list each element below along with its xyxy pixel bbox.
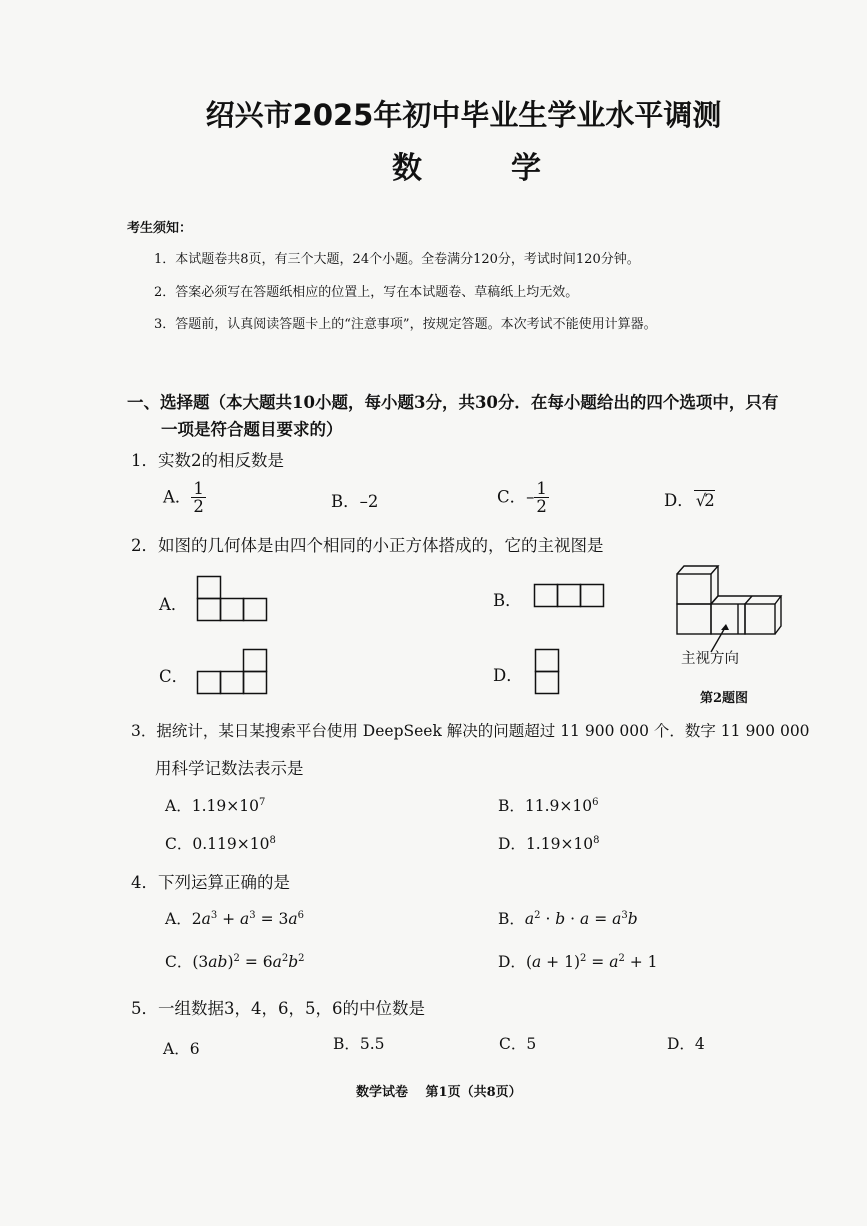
q2-option-c-label: C． — [159, 667, 189, 686]
q2-view-label: 主视方向 — [681, 651, 739, 667]
q2-figure-caption: 第2题图 — [700, 691, 749, 706]
section-heading-line1: 一、选择题（本大题共10小题，每小题3分，共30分．在每小题给出的四个选项中，只有 — [127, 393, 779, 412]
q3-option-b: B．$11.9\times 10^6$ — [498, 796, 599, 815]
q1-option-d: D． √2 — [664, 491, 715, 510]
q2-option-d-figure — [534, 648, 562, 696]
exam-title: 绍兴市2025年初中毕业生学业水平调测 — [205, 98, 722, 132]
q1-stem: 1．实数2的相反数是 — [131, 451, 284, 470]
q3-stem-line1: 3．据统计，某日某搜索平台使用 DeepSeek 解决的问题超过 11 900 000 个．数字 11 900 000 — [131, 722, 810, 740]
q4-option-c: C．$(3ab)^2 = 6a^2b^2$ — [165, 952, 305, 971]
subject-char-1: 数 — [392, 151, 424, 186]
q4-stem: 4．下列运算正确的是 — [131, 873, 290, 892]
q1-option-c: C．– $\frac{1}{2}$ — [497, 479, 547, 517]
q2-option-c-figure — [196, 648, 270, 696]
q3-stem-line2: 用科学记数法表示是 — [155, 759, 304, 778]
q4-option-d: D．$(a + 1)^2 = a^2 + 1$ — [498, 952, 658, 971]
q4-option-a: A．$2a^3 + a^3 = 3a^6$ — [165, 909, 304, 928]
q3-option-a: A．$1.19\times 10^7$ — [165, 796, 266, 815]
q2-option-b-figure — [533, 583, 605, 609]
q1-option-a: A． $\frac{1}{2}$ — [163, 479, 204, 517]
q3-option-c: C．$0.119\times 10^8$ — [165, 834, 276, 853]
notice-item-2: 2．答案必须写在答题纸相应的位置上，写在本试题卷、草稿纸上均无效。 — [154, 285, 579, 300]
notice-heading: 考生须知： — [127, 221, 193, 236]
q5-option-d: D．4 — [667, 1035, 705, 1053]
subject-char-2: 学 — [511, 151, 541, 186]
q2-option-d-label: D． — [493, 666, 523, 685]
q1-option-b: B．–2 — [331, 492, 379, 511]
q2-option-a-figure — [196, 575, 270, 623]
notice-item-3: 3．答题前，认真阅读答题卡上的“注意事项”，按规定答题。本次考试不能使用计算器。 — [154, 317, 657, 332]
q4-option-b: B．$a^2 \cdot b \cdot a = a^3b$ — [498, 909, 638, 928]
q2-stem: 2．如图的几何体是由四个相同的小正方体搭成的，它的主视图是 — [131, 536, 604, 555]
q2-option-b-label: B． — [493, 591, 522, 610]
notice-item-1: 1．本试题卷共8页，有三个大题，24个小题。全卷满分120分，考试时间120分钟。 — [154, 252, 640, 267]
q2-option-a-label: A． — [159, 595, 188, 614]
q3-option-d: D．$1.19\times 10^8$ — [498, 834, 600, 853]
q2-solid-figure — [670, 560, 785, 690]
q5-stem: 5．一组数据3，4，6，5，6的中位数是 — [131, 999, 425, 1018]
page-footer: 数学试卷 第1页（共8页） — [356, 1085, 522, 1100]
q5-option-c: C．5 — [499, 1035, 537, 1053]
section-heading-line2: 一项是符合题目要求的） — [161, 420, 343, 439]
q5-option-b: B．5.5 — [333, 1035, 385, 1053]
q5-option-a: A．6 — [163, 1040, 200, 1058]
